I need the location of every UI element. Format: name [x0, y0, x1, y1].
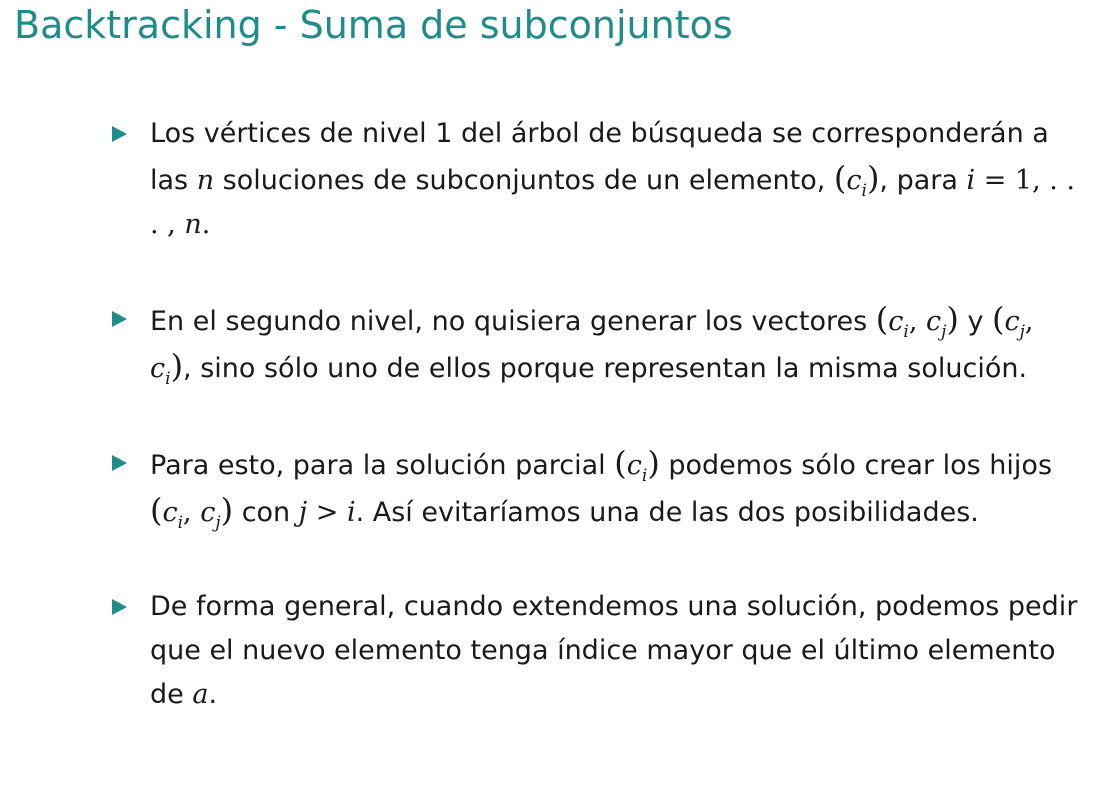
triangle-right-icon — [112, 455, 127, 471]
triangle-right-icon — [112, 599, 127, 615]
triangle-right-icon — [112, 126, 127, 142]
bullet-item-4: De forma general, cuando extendemos una solución, podemos pedir que el nuevo elemento tenga índice mayor que el último elemento de a. — [108, 585, 1083, 717]
slide-title: Backtracking - Suma de subconjuntos — [14, 3, 733, 47]
bullet-item-1: Los vértices de nivel 1 del árbol de búsqueda se corresponderán a las n soluciones de subconjuntos de un elemento, $(c_i)$, para i = 1, . . . , n. — [108, 112, 1083, 247]
bullet-item-3: Para esto, para la solución parcial $(c_i)$ podemos sólo crear los hijos ($c_i$, $c_j$) con j > i. Así evitaríamos una de las dos posibilidades. — [108, 441, 1083, 535]
bullet-item-2: En el segundo nivel, no quisiera generar los vectores ($c_i$, $c_j$) y ($c_j$, $c_i$), sino sólo uno de ellos porque representan la misma solución. — [108, 297, 1083, 391]
triangle-right-icon — [112, 311, 127, 327]
bullet-list — [108, 112, 1083, 767]
